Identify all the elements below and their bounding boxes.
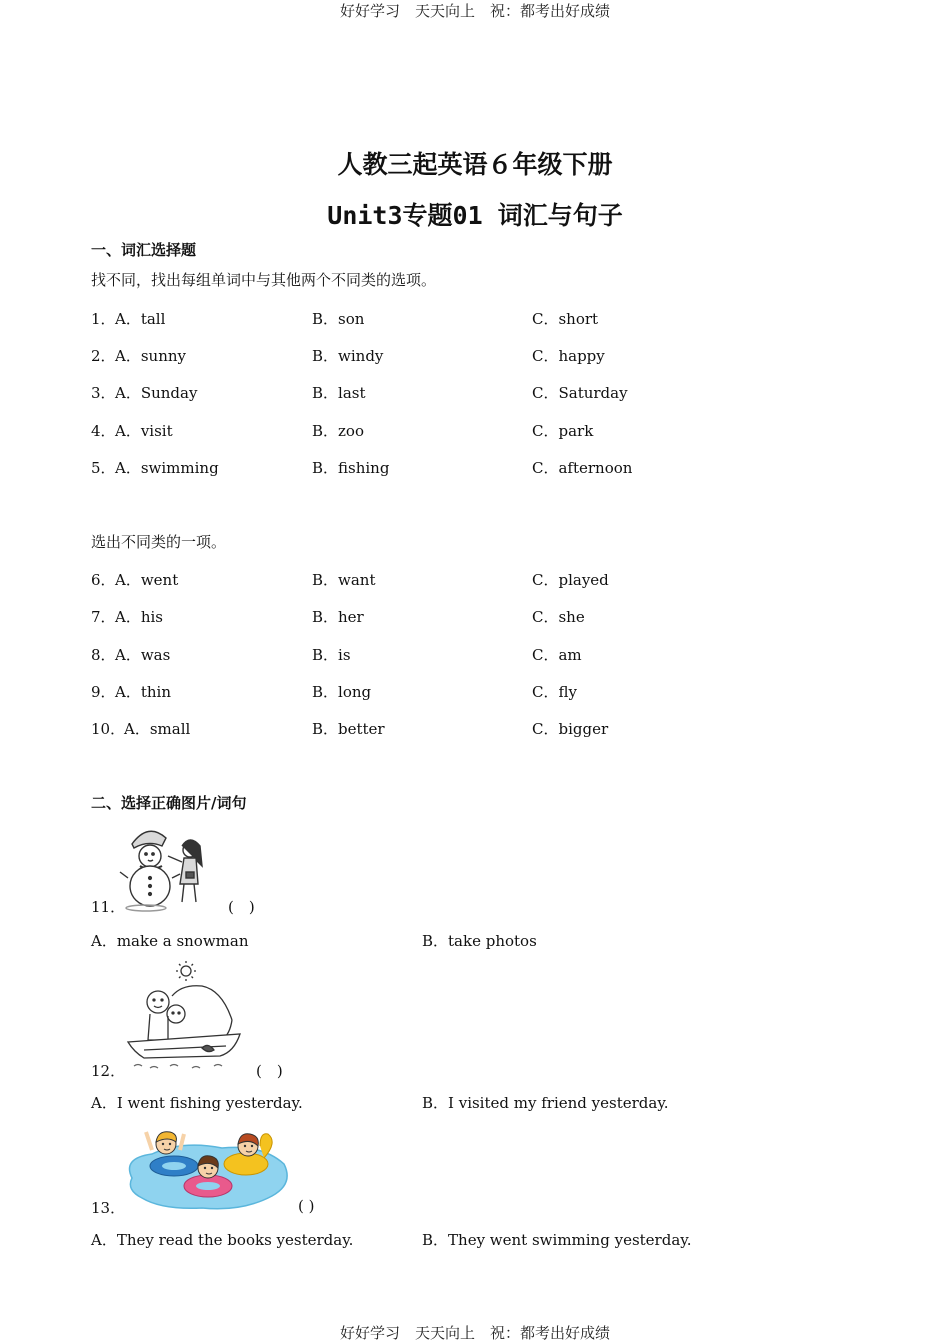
option-a: A．They read the books yesterday. — [91, 1231, 354, 1249]
option-b: B．is — [312, 646, 351, 664]
question-number: 2． — [91, 347, 116, 365]
option-a: A．sunny — [115, 347, 186, 365]
option-b: B．her — [312, 608, 364, 626]
question-number: 3． — [91, 384, 116, 402]
question-number: 8． — [91, 646, 116, 664]
option-c: C．happy — [532, 347, 605, 365]
question-number: 6． — [91, 571, 116, 589]
question-number: 9． — [91, 683, 116, 701]
option-b: B．long — [312, 683, 372, 701]
question-number: 13． — [91, 1199, 126, 1217]
option-a: A．his — [115, 608, 163, 626]
question-number: 5． — [91, 459, 116, 477]
option-c: C．park — [532, 422, 594, 440]
option-a: A．tall — [115, 310, 166, 328]
option-c: C．afternoon — [532, 459, 633, 477]
page-header: 好好学习 天天向上 祝：都考出好成绩 — [339, 2, 610, 20]
question-number: 1． — [91, 310, 116, 328]
question-number: 12． — [91, 1062, 126, 1080]
answer-blank: ( ) — [228, 898, 255, 916]
option-c: C．fly — [532, 683, 577, 701]
answer-blank: ( ) — [298, 1197, 315, 1215]
option-b: B．They went swimming yesterday. — [422, 1231, 692, 1249]
page-footer: 好好学习 天天向上 祝：都考出好成绩 — [339, 1324, 610, 1342]
option-a: A．thin — [115, 683, 171, 701]
option-c: C．bigger — [532, 720, 609, 738]
instruction-text: 选出不同类的一项。 — [91, 533, 227, 551]
option-b: B．windy — [312, 347, 384, 365]
option-a: A．was — [115, 646, 171, 664]
section-heading: 一、词汇选择题 — [91, 241, 197, 259]
option-a: A．small — [124, 720, 191, 738]
option-c: C．Saturday — [532, 384, 628, 402]
option-b: B．son — [312, 310, 365, 328]
boat-fishing-illustration — [122, 960, 248, 1074]
option-b: B．fishing — [312, 459, 390, 477]
option-b: B．better — [312, 720, 385, 738]
instruction-text: 找不同，找出每组单词中与其他两个不同类的选项。 — [91, 271, 437, 289]
option-a: A．make a snowman — [91, 932, 249, 950]
snowman-girl-illustration — [118, 822, 214, 912]
option-a: A．I went fishing yesterday. — [91, 1094, 303, 1112]
option-a: A．went — [115, 571, 179, 589]
question-number: 7． — [91, 608, 116, 626]
option-c: C．am — [532, 646, 582, 664]
question-number: 10． — [91, 720, 126, 738]
option-a: A．Sunday — [115, 384, 198, 402]
option-c: C．short — [532, 310, 599, 328]
option-c: C．she — [532, 608, 585, 626]
option-a: A．visit — [115, 422, 173, 440]
option-b: B．last — [312, 384, 366, 402]
page-title: 人教三起英语６年级下册 — [337, 150, 613, 179]
option-b: B．want — [312, 571, 376, 589]
section-heading: 二、选择正确图片/词句 — [91, 794, 247, 812]
option-b: B．zoo — [312, 422, 364, 440]
page-subtitle: Unit3专题01 词汇与句子 — [327, 201, 623, 230]
question-number: 11． — [91, 898, 126, 916]
kids-swimming-illustration — [122, 1124, 292, 1212]
answer-blank: ( ) — [256, 1062, 283, 1080]
option-b: B．take photos — [422, 932, 537, 950]
option-a: A．swimming — [115, 459, 219, 477]
question-number: 4． — [91, 422, 116, 440]
option-b: B．I visited my friend yesterday. — [422, 1094, 669, 1112]
option-c: C．played — [532, 571, 609, 589]
